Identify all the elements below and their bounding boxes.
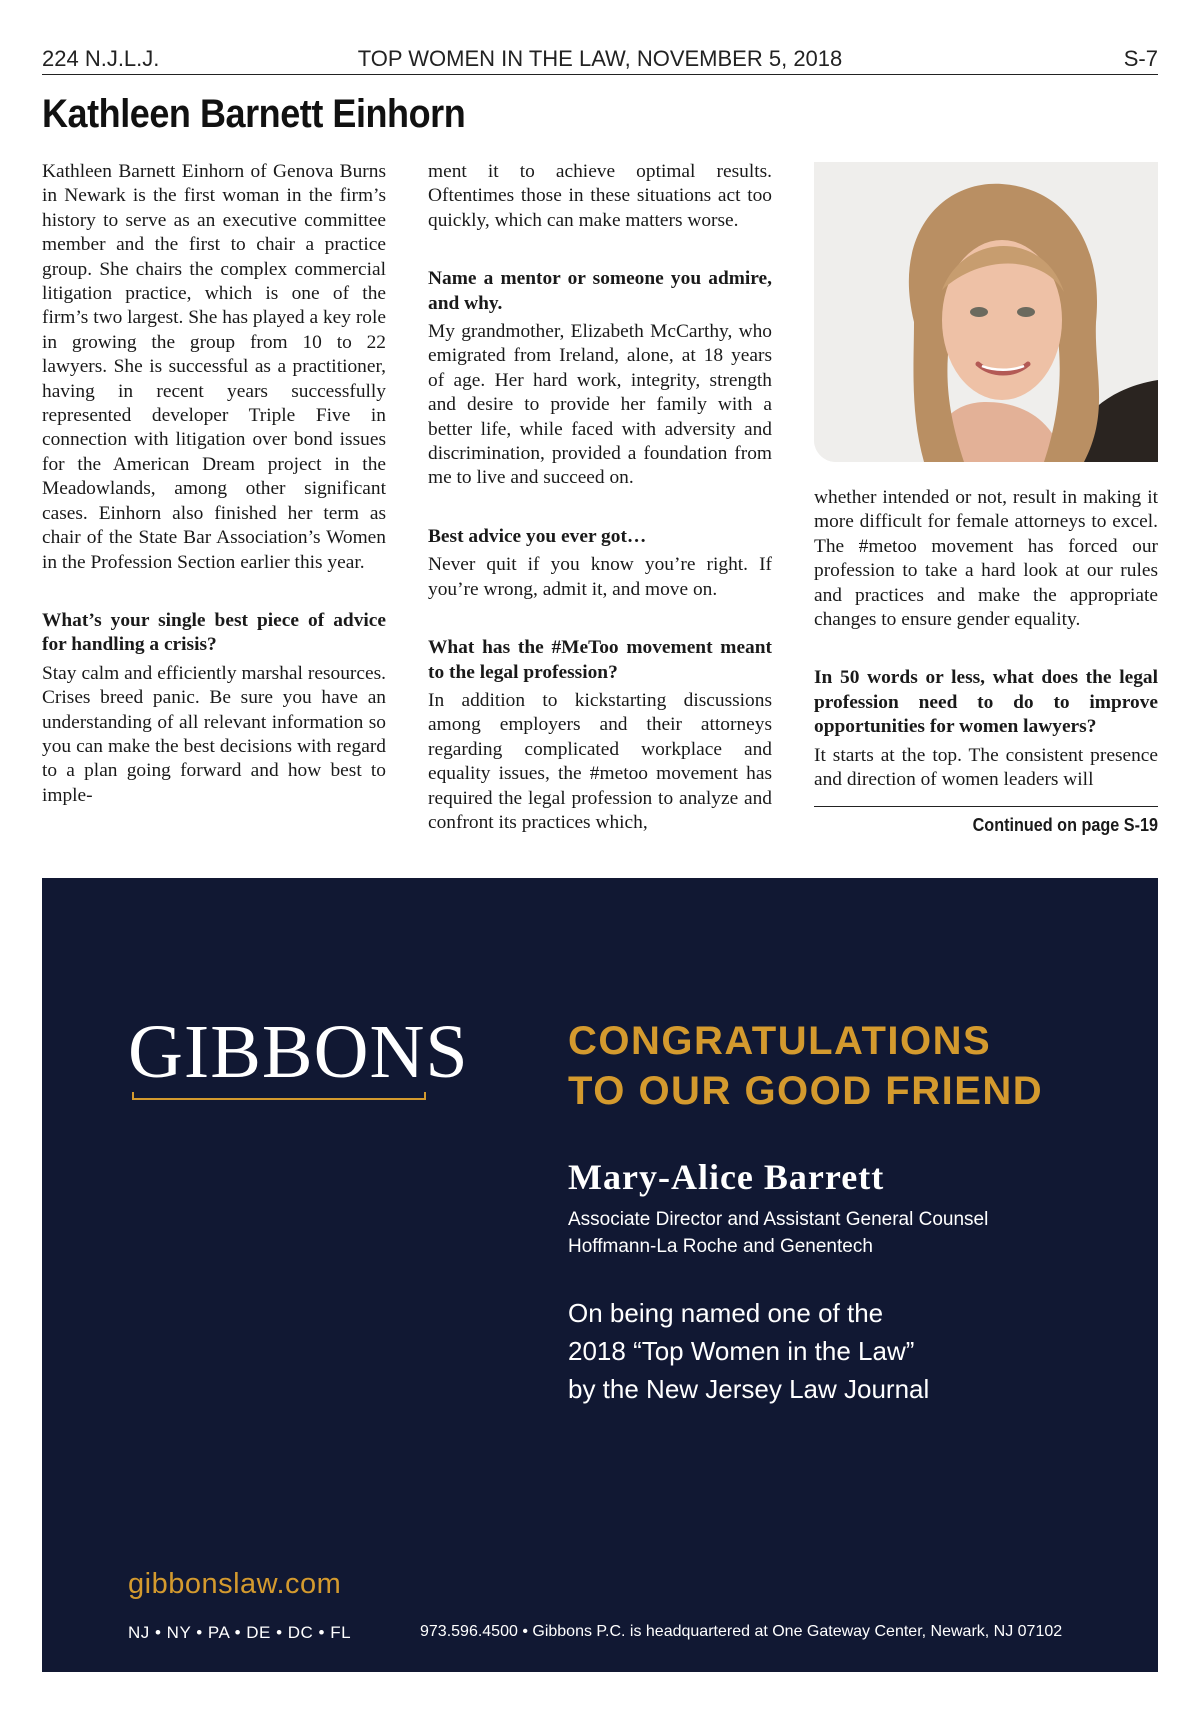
article-title: Kathleen Barnett Einhorn	[42, 92, 466, 136]
answer-metoo-continued: whether intended or not, result in making it more difficult for female attorneys to excel. The #metoo movement has forced our profession to take a hard look at our rules and practices and make the appropriate changes to ensure gender equality.	[814, 487, 1158, 631]
contact-info: 973.596.4500 • Gibbons P.C. is headquartered at One Gateway Center, Newark, NJ 07102	[420, 1623, 1063, 1640]
honoree-name: Mary-Alice Barrett	[568, 1157, 885, 1197]
role-line-1: Associate Director and Assistant General Counsel	[568, 1209, 989, 1230]
article-column-3	[814, 486, 1158, 792]
question-metoo: What has the #MeToo movement meant to the legal profession?	[428, 637, 772, 683]
honoree-role	[568, 1206, 988, 1260]
answer-crisis-continued: ment it to achieve optimal results. Oftentimes those in these situations act too quickly, which can make matters worse.	[428, 161, 772, 231]
question-improve-opportunities: In 50 words or less, what does the legal profession need to do to improve opportunities for women lawyers?	[814, 667, 1158, 738]
portrait-photo	[814, 162, 1158, 462]
answer-metoo: In addition to kickstarting discussions among employers and their attorneys regarding complicated workplace and equality issues, the #metoo movement has required the legal profession to analyze and confront its practices which,	[428, 689, 772, 833]
website-link[interactable]: gibbonslaw.com	[128, 1568, 342, 1600]
question-best-advice: Best advice you ever got…	[428, 525, 647, 547]
answer-best-advice: Never quit if you know you’re right. If you’re wrong, admit it, and move on.	[428, 554, 772, 600]
congrats-line-1: CONGRATULATIONS	[568, 1019, 992, 1063]
gibbons-logo: GIBBONS	[128, 1012, 473, 1092]
occasion-text	[568, 1294, 929, 1408]
journal-volume: 224 N.J.L.J.	[42, 46, 160, 71]
office-states: NJ • NY • PA • DE • DC • FL	[128, 1623, 352, 1642]
answer-mentor: My grandmother, Elizabeth McCarthy, who emigrated from Ireland, alone, at 18 years of age. Her hard work, integrity, strength and desire to provide her family with a better life, while faced with adversity and discrimination, provided a foundation from me to live and succeed on.	[428, 321, 772, 489]
article-column-2	[428, 160, 772, 835]
gibbons-advertisement	[42, 878, 1158, 1672]
continued-link[interactable]: Continued on page S-19	[972, 815, 1158, 835]
article-column-1	[42, 160, 386, 808]
congrats-line-2: TO OUR GOOD FRIEND	[568, 1069, 1044, 1113]
answer-improve-opportunities: It starts at the top. The consistent presence and direction of women leaders will	[814, 744, 1158, 791]
page-number: S-7	[1123, 46, 1158, 71]
column-divider	[814, 806, 1158, 807]
question-crisis: What’s your single best piece of advice for handling a crisis?	[42, 609, 386, 656]
question-mentor: Name a mentor or someone you admire, and why.	[428, 268, 772, 314]
occasion-line-1: On being named one of the	[568, 1298, 884, 1328]
page-header	[42, 44, 1158, 75]
intro-paragraph: Kathleen Barnett Einhorn of Genova Burns in Newark is the first woman in the firm’s history to serve as an executive committee member and the first to chair a practice group. She chairs the complex commercial litigation practice, which is one of the firm’s two largest. She has played a key role in growing the group from 10 to 22 lawyers. She is successful as a practitioner, having in recent years successfully represented developer Triple Five in connection with litigation over bond issues for the American Dream project in the Meadowlands, among other significant cases. Einhorn also finished her term as chair of the State Bar Association’s Women in the Profession Section earlier this year.	[42, 161, 386, 573]
occasion-line-2: 2018 “Top Women in the Law”	[568, 1336, 915, 1366]
section-title: TOP WOMEN IN THE LAW, NOVEMBER 5, 2018	[357, 46, 843, 71]
portrait-illustration	[814, 162, 1158, 462]
answer-crisis: Stay calm and efficiently marshal resources. Crises breed panic. Be sure you have an understanding of all relevant information so you can make the best decisions with regard to a plan going forward and how best to imple-	[42, 662, 386, 806]
role-line-2: Hoffmann-La Roche and Genentech	[568, 1236, 873, 1257]
occasion-line-3: by the New Jersey Law Journal	[568, 1374, 930, 1404]
congratulations-heading	[568, 1016, 1128, 1116]
